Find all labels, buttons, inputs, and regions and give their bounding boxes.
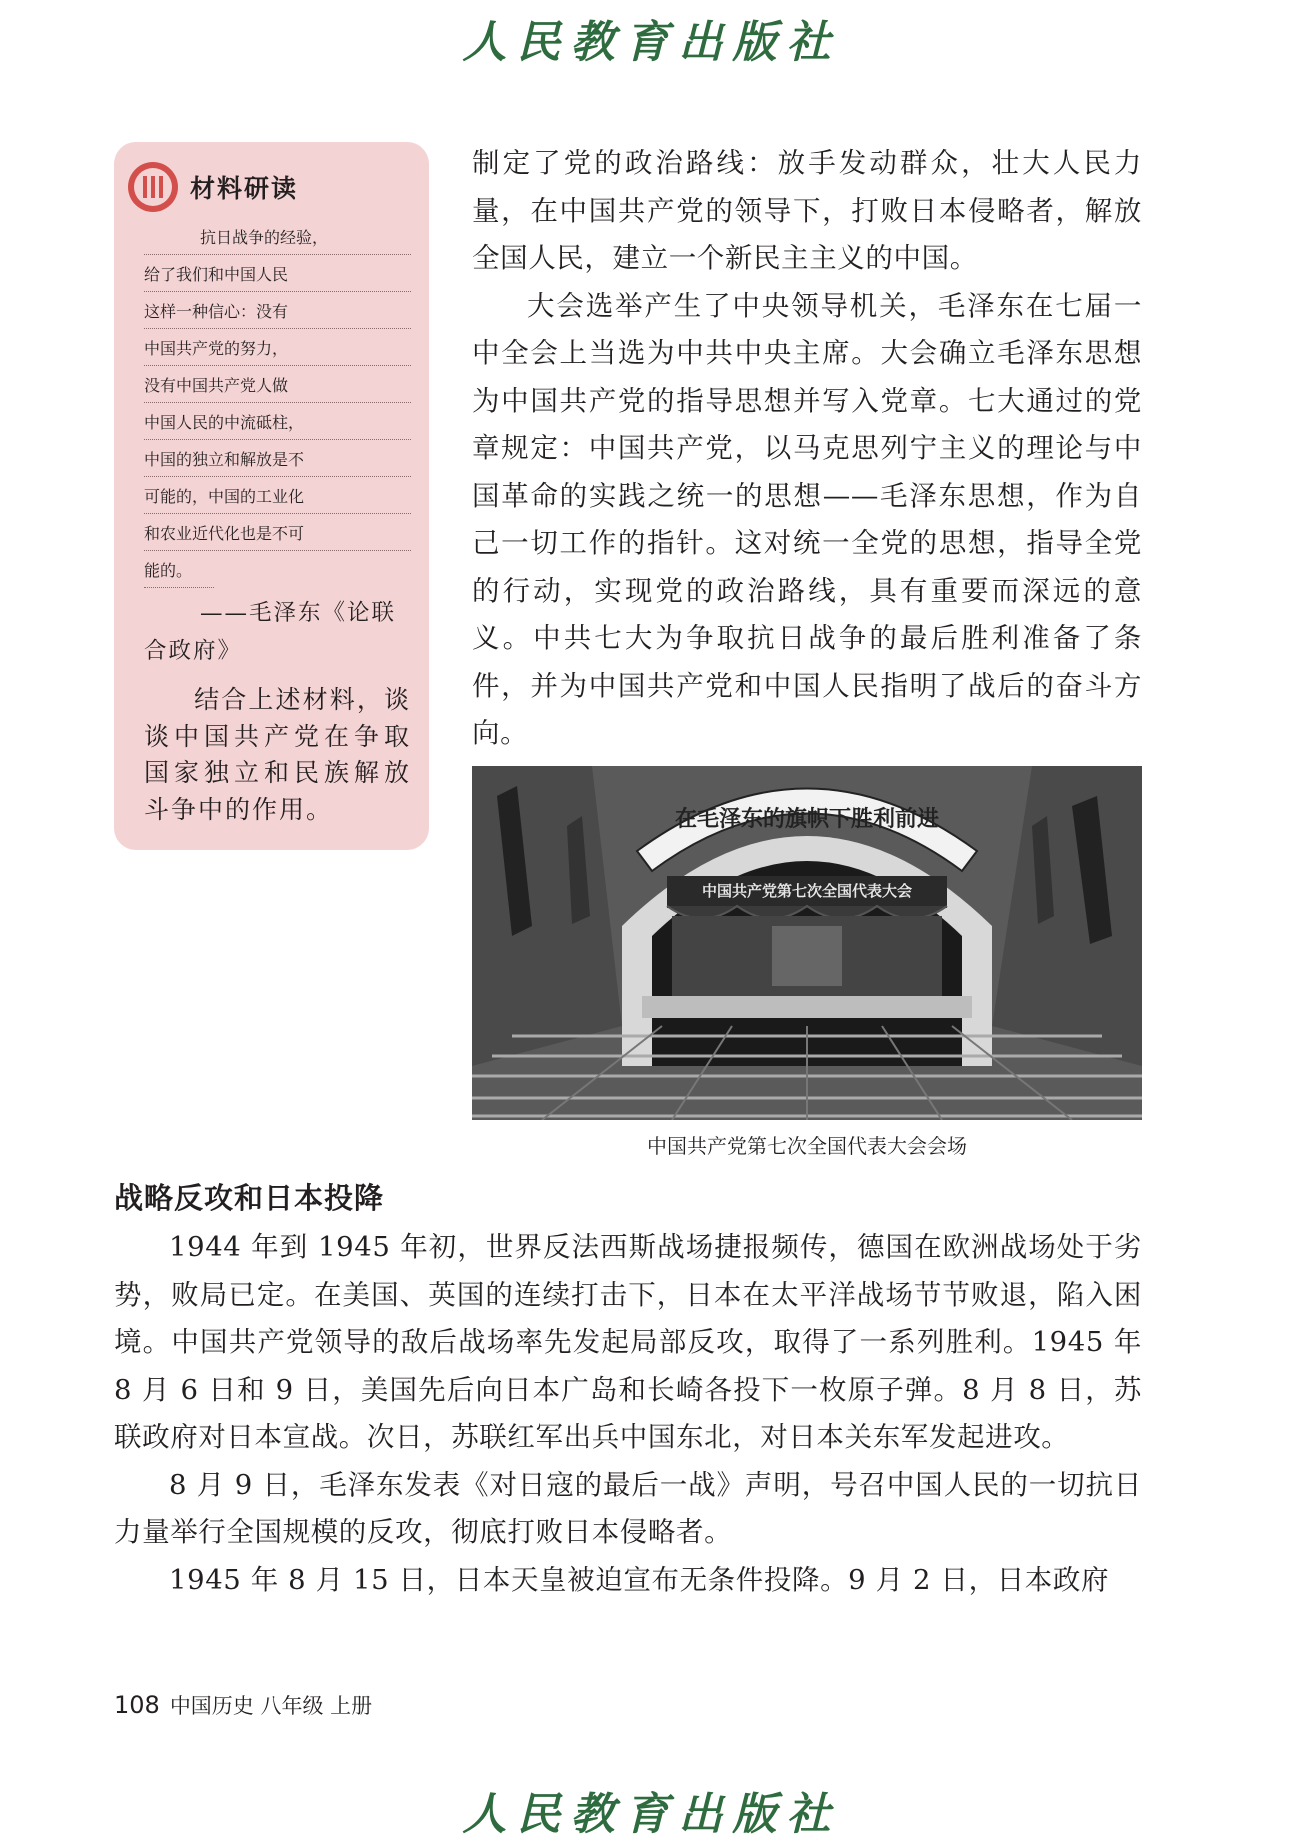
quote-line: 和农业近代化也是不可 [144,514,411,551]
reading-icon [128,162,178,212]
quote-line: 给了我们和中国人民 [144,255,411,292]
paragraph: 1944 年到 1945 年初，世界反法西斯战场捷报频传，德国在欧洲战场处于劣势，败局已定。在美国、英国的连续打击下，日本在太平洋战场节节败退，陷入困境。中国共产党领导的敌后战场率先发起局部反攻，取得了一系列胜利。1945 年 8 月 6 日和 9 日，美国先后向日本广岛和长崎各投下一枚原子弹。8 月 8 日，苏联政府对日本宣战。次日，苏联红军出兵中国东北，对日本关东军发起进攻。 [114,1231,1142,1453]
quote-line: 可能的，中国的工业化 [144,477,411,514]
photo-caption: 中国共产党第七次全国代表大会会场 [647,1134,967,1158]
quote-line: 没有中国共产党人做 [144,366,411,403]
paragraph: 制定了党的政治路线：放手发动群众，壮大人民力量，在中国共产党的领导下，打败日本侵略者，解放全国人民，建立一个新民主主义的中国。 [472,147,1142,274]
quote-line: 这样一种信心：没有 [144,292,411,329]
quote-line: 中国共产党的努力， [144,329,411,366]
inner-banner-text: 中国共产党第七次全国代表大会 [701,882,913,900]
book-title: 中国历史 八年级 上册 [169,1694,373,1718]
attribution-line: ——毛泽东《论联 [200,600,397,626]
quote-line: 中国人民的中流砥柱， [144,403,411,440]
paragraph: 大会选举产生了中央领导机关，毛泽东在七届一中全会上当选为中共中央主席。大会确立毛泽东思想为中国共产党的指导思想并写入党章。七大通过的党章规定：中国共产党，以马克思列宁主义的理论与中国革命的实践之统一的思想——毛泽东思想，作为自己一切工作的指针。这对统一全党的思想，指导全党的行动，实现党的政治路线，具有重要而深远的意义。中共七大为争取抗日战争的最后胜利准备了条件，并为中国共产党和中国人民指明了战后的奋斗方向。 [472,289,1142,749]
material-reading-title: 材料研读 [190,174,299,203]
section-heading: 战略反攻和日本投降 [114,1181,385,1215]
page-number: 108 [114,1691,160,1719]
congress-hall-photo [472,766,1142,1120]
right-column-text [472,140,1142,758]
paragraph: 1945 年 8 月 15 日，日本天皇被迫宣布无条件投降。9 月 2 日，日本政府 [169,1563,1110,1596]
publisher-watermark-top: 人民教育出版社 [462,17,841,68]
quote-attribution [144,594,411,670]
quote-line: 能的。 [144,551,214,588]
arch-banner-text: 在毛泽东的旗帜下胜利前进 [674,807,940,832]
paragraph: 8 月 9 日，毛泽东发表《对日寇的最后一战》声明，号召中国人民的一切抗日力量举行全国规模的反攻，彻底打败日本侵略者。 [114,1468,1142,1548]
material-reading-box [114,142,429,850]
material-reading-header [128,162,411,212]
quote-line: 中国的独立和解放是不 [144,440,411,477]
page-footer [114,1690,372,1720]
discussion-question [144,682,411,828]
section-body [114,1224,1142,1604]
quote-block [144,218,411,588]
quote-line: 抗日战争的经验， [144,218,411,255]
question-text: 结合上述材料，谈谈中国共产党在争取国家独立和民族解放斗争中的作用。 [144,685,411,824]
attribution-line: 合政府》 [144,638,243,664]
publisher-watermark-bottom: 人民教育出版社 [462,1789,841,1840]
